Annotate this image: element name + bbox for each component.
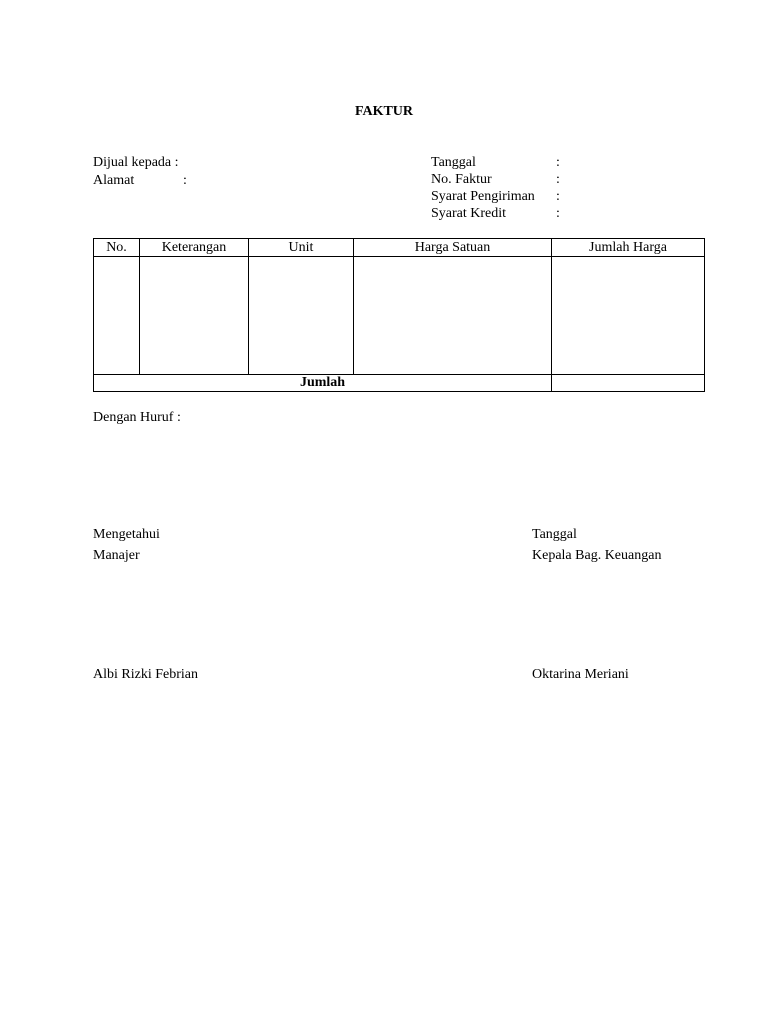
credit-terms-label: Syarat Kredit (431, 206, 507, 221)
table-header-row (94, 239, 705, 257)
left-signature-name: Albi Rizki Febrian (93, 667, 198, 682)
left-signature-role: Manajer (93, 548, 140, 563)
column-header-unit-price: Harga Satuan (354, 239, 552, 257)
address-label: Alamat (93, 173, 135, 188)
number-cell[interactable] (94, 257, 140, 375)
column-header-number: No. (94, 239, 140, 257)
total-price-cell[interactable] (552, 257, 705, 375)
date-label: Tanggal (431, 155, 476, 170)
total-label: Jumlah (94, 375, 552, 392)
address-colon: : (183, 173, 187, 188)
shipping-terms-colon: : (556, 189, 560, 204)
invoice-table (93, 238, 705, 392)
in-words-label: Dengan Huruf : (93, 410, 181, 425)
right-signature-role: Kepala Bag. Keuangan (532, 548, 662, 563)
document-title: FAKTUR (354, 104, 414, 119)
total-amount-cell[interactable] (552, 375, 705, 392)
unit-cell[interactable] (249, 257, 354, 375)
date-colon: : (556, 155, 560, 170)
table-total-row (94, 375, 705, 392)
sold-to-label: Dijual kepada : (93, 155, 179, 170)
column-header-total-price: Jumlah Harga (552, 239, 705, 257)
invoice-number-label: No. Faktur (431, 172, 492, 187)
invoice-number-colon: : (556, 172, 560, 187)
left-signature-line1: Mengetahui (93, 527, 160, 542)
unit-price-cell[interactable] (354, 257, 552, 375)
right-signature-line1: Tanggal (532, 527, 577, 542)
shipping-terms-label: Syarat Pengiriman (431, 189, 535, 204)
description-cell[interactable] (140, 257, 249, 375)
column-header-unit: Unit (249, 239, 354, 257)
right-signature-name: Oktarina Meriani (532, 667, 629, 682)
table-row (94, 257, 705, 375)
credit-terms-colon: : (556, 206, 560, 221)
column-header-description: Keterangan (140, 239, 249, 257)
